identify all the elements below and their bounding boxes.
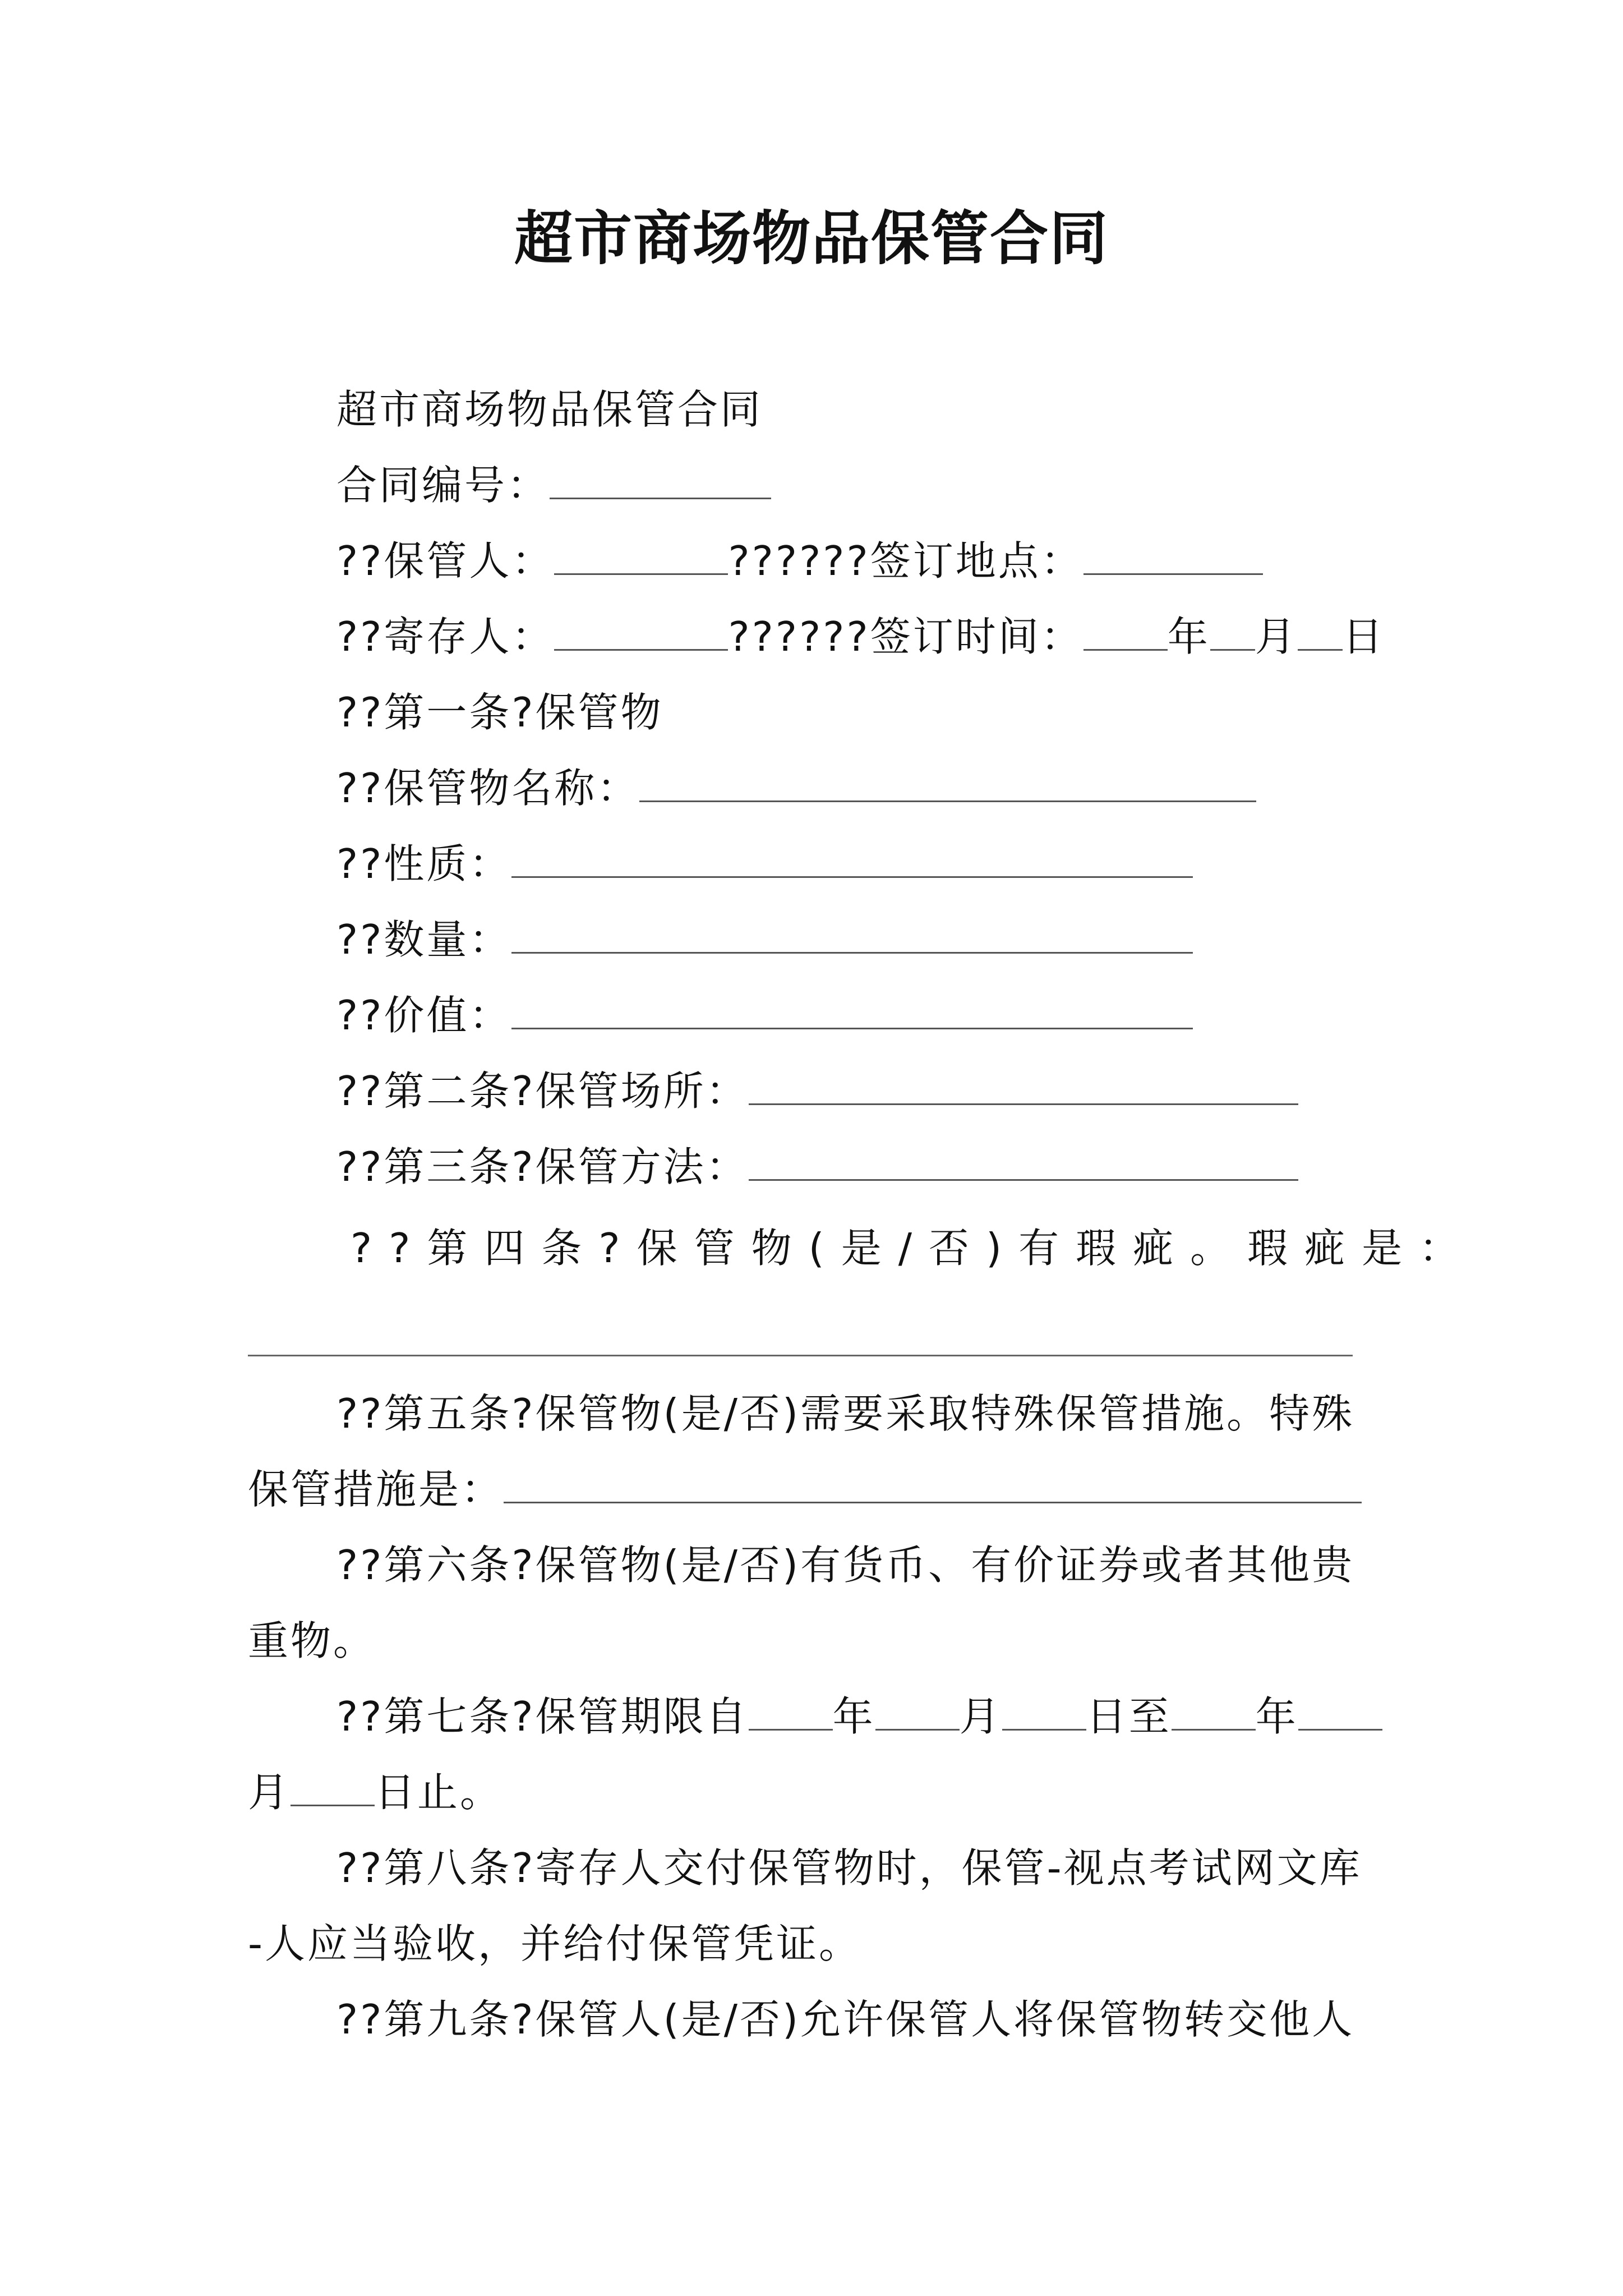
article-6-line-1: ??第六条?保管物(是/否)有货币、有价证券或者其他贵 xyxy=(336,1542,1355,1589)
depositor-blank xyxy=(554,610,728,651)
article-7-prefix: ??第七条?保管期限自 xyxy=(336,1693,749,1740)
article-5-line-1: ??第五条?保管物(是/否)需要采取特殊保管措施。特殊 xyxy=(336,1390,1355,1437)
article-2-row xyxy=(336,1063,1298,1119)
custodian-label: ??保管人： xyxy=(336,537,555,585)
sign-month-unit: 月 xyxy=(1255,613,1298,660)
nature-blank xyxy=(511,837,1193,878)
article-4-blank xyxy=(248,1355,1353,1356)
article-8-line-1: ??第八条?寄存人交付保管物时，保管-视点考试网文库 xyxy=(336,1844,1362,1892)
article-7-end: 日止。 xyxy=(375,1769,503,1816)
contract-no-blank xyxy=(550,458,771,499)
quantity-blank xyxy=(511,913,1193,954)
article-7-line-1 xyxy=(336,1688,1382,1745)
custodian-blank xyxy=(554,534,728,575)
article-2-label: ??第二条?保管场所： xyxy=(336,1068,749,1115)
sign-place-blank xyxy=(1083,534,1263,575)
article-1-title: ??第一条?保管物 xyxy=(336,689,663,736)
value-blank xyxy=(511,988,1193,1029)
article-7-month-blank xyxy=(875,1690,960,1731)
sign-time-label: ??????签订时间： xyxy=(728,613,1083,660)
article-2-blank xyxy=(749,1064,1298,1105)
article-7-year2: 年 xyxy=(1255,1693,1298,1740)
document-title: 超市商场物品保管合同 xyxy=(514,204,1109,273)
sign-year-blank xyxy=(1083,610,1168,651)
sign-place-label: ??????签订地点： xyxy=(728,537,1083,585)
article-7-month2-blank-a xyxy=(1298,1690,1382,1731)
document-subtitle: 超市商场物品保管合同 xyxy=(336,386,763,433)
article-5-measures-blank xyxy=(504,1462,1362,1503)
nature-label: ??性质： xyxy=(336,840,512,887)
article-8-line-2: -人应当验收，并给付保管凭证。 xyxy=(248,1920,861,1967)
nature-row xyxy=(336,836,1193,892)
article-9-line-1: ??第九条?保管人(是/否)允许保管人将保管物转交他人 xyxy=(336,1996,1355,2043)
article-7-day2-blank xyxy=(291,1765,375,1806)
article-7-year-blank xyxy=(749,1690,833,1731)
article-7-year: 年 xyxy=(832,1693,875,1740)
quantity-row xyxy=(336,912,1193,968)
article-7-line-2 xyxy=(248,1764,502,1820)
article-3-blank xyxy=(749,1140,1298,1181)
quantity-label: ??数量： xyxy=(336,916,512,963)
item-name-row xyxy=(336,760,1256,816)
article-7-month2: 月 xyxy=(248,1769,291,1816)
depositor-label: ??寄存人： xyxy=(336,613,555,660)
article-3-row xyxy=(336,1139,1298,1195)
depositor-row xyxy=(336,609,1385,665)
sign-month-blank xyxy=(1210,610,1255,651)
item-name-label: ??保管物名称： xyxy=(336,765,640,812)
contract-no-label: 合同编号： xyxy=(336,462,550,509)
sign-year-unit: 年 xyxy=(1167,613,1210,660)
article-7-year2-blank xyxy=(1172,1690,1256,1731)
sign-day-unit: 日 xyxy=(1342,613,1385,660)
item-name-blank xyxy=(639,761,1256,802)
contract-no-row xyxy=(336,457,771,513)
article-6-line-2: 重物。 xyxy=(248,1617,376,1664)
article-7-day-blank xyxy=(1002,1690,1086,1731)
value-row xyxy=(336,987,1193,1043)
article-7-day-to: 日至 xyxy=(1086,1693,1172,1740)
custodian-row xyxy=(336,533,1263,589)
article-7-month: 月 xyxy=(959,1693,1002,1740)
sign-day-blank xyxy=(1298,610,1343,651)
value-label: ??价值： xyxy=(336,992,512,1039)
article-5-line-2 xyxy=(248,1461,1362,1517)
article-5-measures-label: 保管措施是： xyxy=(248,1466,504,1513)
article-4-text: ??第四条?保管物(是/否)有瑕疵。瑕疵是： xyxy=(351,1225,1477,1272)
article-3-label: ??第三条?保管方法： xyxy=(336,1143,749,1190)
